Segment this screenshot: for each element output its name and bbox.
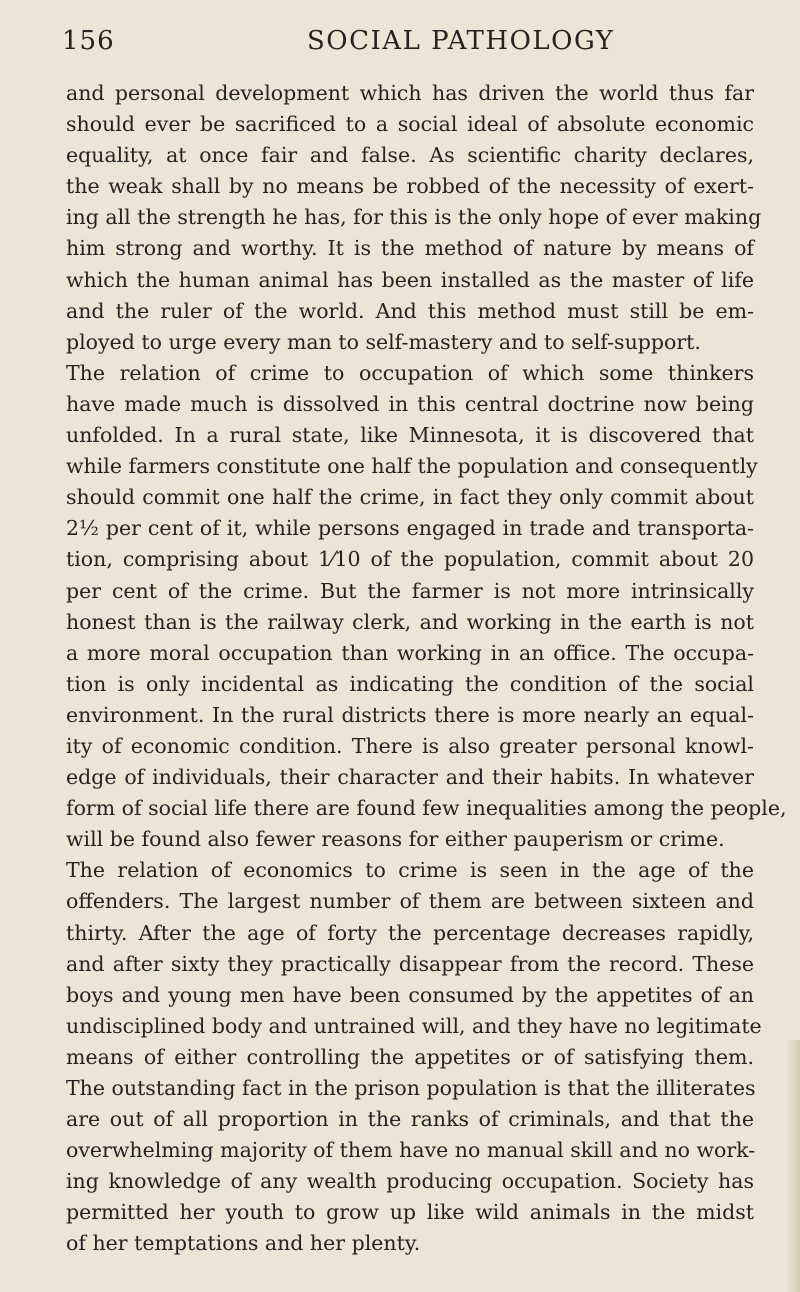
text-line: per cent of the crime. But the farmer is not more intrinsically bbox=[66, 578, 754, 603]
text-line: and the ruler of the world. And this method must still be em- bbox=[66, 298, 754, 323]
text-line: environment. In the rural districts there is more nearly an equal- bbox=[66, 702, 754, 727]
text-line: The outstanding fact in the prison population is that the illiterates bbox=[66, 1076, 756, 1100]
text-line: equality, at once fair and false. As scientific charity declares, bbox=[66, 143, 754, 168]
text-line: and personal development which has driven the world thus far bbox=[66, 81, 754, 105]
text-line: offenders. The largest number of them are between sixteen and bbox=[66, 889, 754, 914]
text-line: The relation of economics to crime is seen in the age of the bbox=[66, 858, 754, 883]
text-line: him strong and worthy. It is the method of nature by means of bbox=[66, 236, 754, 261]
text-line: tion, comprising about 1⁄10 of the population, commit about 20 bbox=[66, 547, 754, 572]
text-line: should commit one half the crime, in fact they only commit about bbox=[66, 485, 754, 510]
page-number: 156 bbox=[62, 26, 115, 56]
running-head: SOCIAL PATHOLOGY bbox=[307, 26, 615, 56]
text-line: ing all the strength he has, for this is the only hope of ever making bbox=[66, 205, 762, 230]
text-line: should ever be sacrificed to a social ideal of absolute economic bbox=[66, 112, 754, 137]
text-line: edge of individuals, their character and their habits. In whatever bbox=[66, 765, 754, 790]
text-line: which the human animal has been installed as the master of life bbox=[66, 267, 754, 292]
text-line: will be found also fewer reasons for either pauperism or crime. bbox=[66, 827, 725, 852]
text-line: thirty. After the age of forty the percentage decreases rapidly, bbox=[66, 920, 754, 945]
text-line: 2½ per cent of it, while persons engaged in trade and transporta- bbox=[66, 516, 754, 541]
text-line: form of social life there are found few inequalities among the people, bbox=[66, 796, 787, 821]
text-line: tion is only incidental as indicating the condition of the social bbox=[66, 671, 754, 696]
body-text bbox=[66, 78, 787, 1260]
text-line: ity of economic condition. There is also greater personal knowl- bbox=[66, 733, 754, 758]
text-line: ployed to urge every man to self-mastery and to self-support. bbox=[66, 329, 701, 354]
page-header bbox=[62, 26, 762, 66]
text-line: the weak shall by no means be robbed of the necessity of exert- bbox=[66, 174, 754, 199]
text-line: are out of all proportion in the ranks of criminals, and that the bbox=[66, 1107, 754, 1132]
text-line: boys and young men have been consumed by the appetites of an bbox=[66, 982, 754, 1007]
text-line: means of either controlling the appetites or of satisfying them. bbox=[66, 1044, 754, 1069]
text-line: undisciplined body and untrained will, and they have no legitimate bbox=[66, 1013, 762, 1038]
text-line: The relation of crime to occupation of which some thinkers bbox=[66, 360, 754, 385]
text-line: unfolded. In a rural state, like Minnesota, it is discovered that bbox=[66, 423, 754, 448]
text-line: overwhelming majority of them have no manual skill and no work- bbox=[66, 1138, 756, 1163]
page-edge-shadow bbox=[786, 1040, 800, 1292]
text-line: and after sixty they practically disappear from the record. These bbox=[66, 951, 754, 976]
text-line: honest than is the railway clerk, and working in the earth is not bbox=[66, 609, 754, 634]
text-line: have made much is dissolved in this central doctrine now being bbox=[66, 391, 754, 416]
text-line: of her temptations and her plenty. bbox=[66, 1231, 421, 1256]
text-line: while farmers constitute one half the population and consequently bbox=[66, 454, 758, 479]
text-line: permitted her youth to grow up like wild animals in the midst bbox=[66, 1200, 754, 1225]
text-line: a more moral occupation than working in an office. The occupa- bbox=[66, 640, 754, 665]
text-line: ing knowledge of any wealth producing occupation. Society has bbox=[66, 1169, 754, 1194]
